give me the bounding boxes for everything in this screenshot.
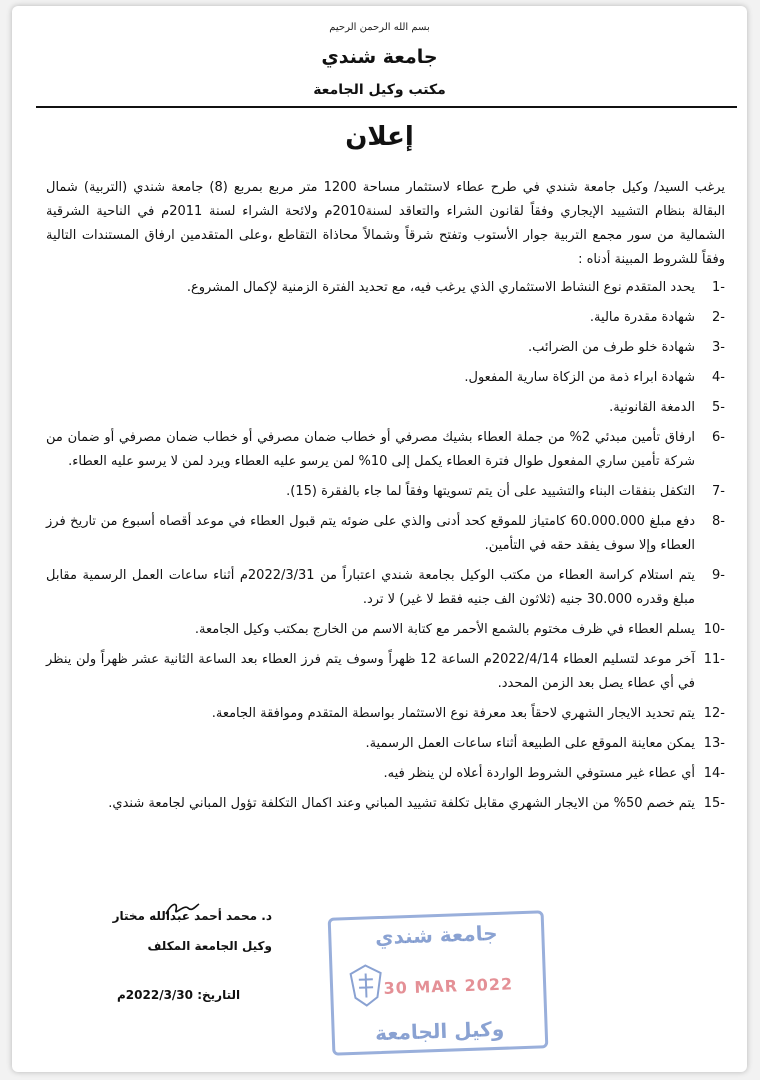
item-number: -2 (712, 310, 725, 325)
emblem-icon (346, 963, 386, 1008)
item-number: -4 (712, 370, 725, 385)
item-number: -8 (712, 514, 725, 529)
list-item (46, 648, 725, 696)
list-item (46, 732, 725, 756)
date-label: التاريخ: (197, 988, 241, 1002)
announcement-body (46, 176, 725, 822)
list-item (46, 510, 725, 558)
list-item (46, 396, 725, 420)
list-item (46, 480, 725, 504)
list-item (46, 618, 725, 642)
item-text: يسلم العطاء في ظرف مختوم بالشمع الأحمر مع كتابة الاسم من الخارج بمكتب وكيل الجامعة. (194, 622, 695, 637)
item-text: أي عطاء غير مستوفي الشروط الواردة أعلاه لن ينظر فيه. (383, 766, 695, 781)
item-text: آخر موعد لتسليم العطاء 2022/4/14م الساعة 12 ظهراً وسوف يتم فرز العطاء بعد الساعة الثانية عشر ظهراً ولن ينظر في أي عطاء يصل بعد الزمن المحدد. (46, 652, 695, 691)
signatory-name: د. محمد أحمد عبدالله مختار (112, 909, 272, 923)
item-text: شهادة مقدرة مالية. (589, 310, 695, 325)
date-value: 2022/3/30م (117, 988, 194, 1002)
stamp-office: وكيل الجامعة (374, 1016, 505, 1046)
list-item (46, 336, 725, 360)
item-number: -15 (703, 796, 725, 811)
item-number: -11 (703, 652, 725, 667)
stamp-date: 30 MAR 2022 (383, 974, 514, 998)
item-text: دفع مبلغ 60.000.000 كامتياز للموقع كحد أدنى والذي على ضوئه يتم قبول العطاء في موعد أقصاه أسبوع من تاريخ فرز العطاء وإلا سوف يفقد حقه في التأمين. (46, 514, 696, 553)
item-number: -6 (712, 430, 725, 445)
list-item (46, 702, 725, 726)
item-text: يتم استلام كراسة العطاء من مكتب الوكيل بجامعة شندي اعتباراً من 2022/3/31م أثناء ساعات العمل الرسمية مقابل مبلغ وقدره 30.000 جنيه (ثلاثون الف جنيه فقط لا غير) لا ترد. (46, 568, 695, 607)
list-item (46, 762, 725, 786)
item-number: -1 (712, 280, 725, 295)
item-text: يتم تحديد الايجار الشهري لاحقاً بعد معرفة نوع الاستثمار بواسطة المتقدم وموافقة الجامعة. (211, 706, 695, 721)
basmala: بسم الله الرحمن الرحيم (329, 22, 430, 33)
list-item (46, 366, 725, 390)
item-number: -9 (712, 568, 725, 583)
list-item (46, 564, 725, 612)
list-item (46, 276, 725, 300)
item-number: -3 (712, 340, 725, 355)
university-name: جامعة شندي (321, 46, 438, 68)
item-text: يتم خصم 50% من الايجار الشهري مقابل تكلفة تشييد المباني وعند اكمال التكلفة تؤول المباني لجامعة شندي. (108, 796, 695, 811)
office-name: مكتب وكيل الجامعة (313, 82, 446, 98)
stamp-university: جامعة شندي (374, 920, 498, 950)
conditions-list (46, 276, 725, 816)
item-text: الدمغة القانونية. (609, 400, 695, 415)
item-text: شهادة خلو طرف من الضرائب. (527, 340, 695, 355)
item-text: يحدد المتقدم نوع النشاط الاستثماري الذي يرغب فيه، مع تحديد الفترة الزمنية لإكمال المشروع. (186, 280, 695, 295)
signature-block (112, 901, 272, 961)
item-number: -13 (703, 736, 725, 751)
item-text: شهادة ابراء ذمة من الزكاة سارية المفعول. (464, 370, 695, 385)
list-item (46, 306, 725, 330)
header-divider (36, 106, 737, 108)
document-page (12, 6, 747, 1072)
list-item (46, 426, 725, 474)
intro-paragraph: يرغب السيد/ وكيل جامعة شندي في طرح عطاء لاستثمار مساحة 1200 متر مربع بمربع (8) جامعة شندي (التربية) شمال البقالة بنظام التشييد الإيجاري وفقاً لقانون الشراء والتعاقد لسنة2010م ولائحة الشراء لسنة 2011م في الناحية الشرقية الشمالية من سور مجمع التربية جوار الأستوب وتفتح شرقاً وشمالاً محاذاة التقاطع ،وعلى المتقدمين ارفاق المستندات التالية وفقاً للشروط المبينة أدناه : (46, 180, 725, 267)
item-text: ارفاق تأمين مبدئي 2% من جملة العطاء بشيك مصرفي أو خطاب ضمان مصرفي أو خطاب ضمان مصرفي أو ضمان من شركة تأمين ساري المفعول طوال فترة العطاء يكمل إلى 10% لمن يرسو عليه العطاء ويرد لمن لا يرسو عليه العطاء. (46, 430, 695, 469)
item-number: -12 (703, 706, 725, 721)
list-item (46, 792, 725, 816)
announcement-title: إعلان (345, 122, 414, 152)
document-date (117, 988, 240, 1002)
item-number: -7 (712, 484, 725, 499)
item-text: يمكن معاينة الموقع على الطبيعة أثناء ساعات العمل الرسمية. (365, 736, 695, 751)
item-number: -5 (712, 400, 725, 415)
item-number: -10 (703, 622, 725, 637)
item-text: التكفل بنفقات البناء والتشييد على أن يتم تسويتها وفقاً لما جاء بالفقرة (15). (286, 484, 695, 499)
signatory-role: وكيل الجامعة المكلف (147, 939, 272, 953)
item-number: -14 (703, 766, 725, 781)
official-stamp (328, 910, 549, 1055)
